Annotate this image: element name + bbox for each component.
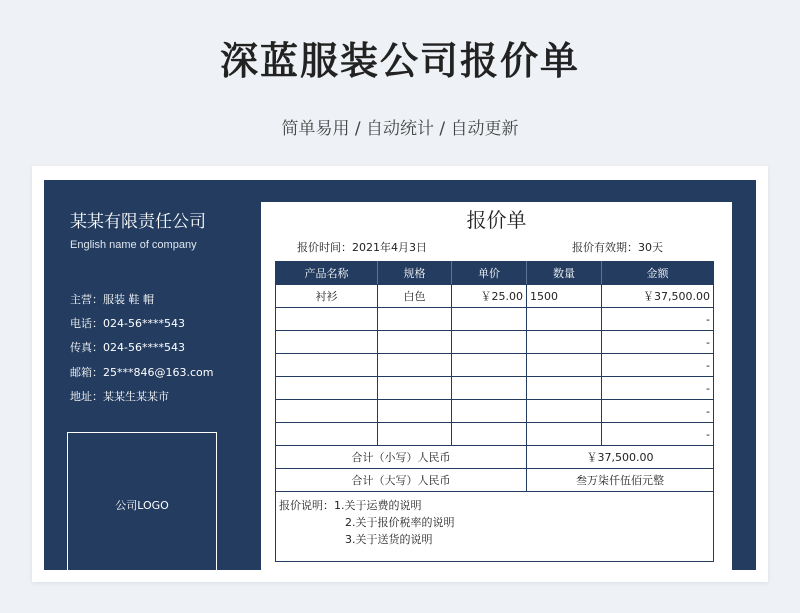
- quote-document: [44, 180, 756, 570]
- column-header: 产品名称: [276, 262, 378, 285]
- cell-product[interactable]: [276, 423, 378, 446]
- cell-product[interactable]: [276, 400, 378, 423]
- column-header: 规格: [378, 262, 452, 285]
- cell-price[interactable]: [452, 377, 527, 400]
- company-name: 某某有限责任公司: [70, 212, 206, 232]
- table-row: [276, 308, 714, 331]
- cell-product[interactable]: [276, 331, 378, 354]
- page-title: 深蓝服装公司报价单: [219, 39, 580, 83]
- cell-quantity[interactable]: [527, 377, 602, 400]
- cell-price[interactable]: [452, 354, 527, 377]
- quote-date: 报价时间：2021年4月3日: [297, 241, 427, 254]
- column-header: 数量: [527, 262, 602, 285]
- cell-quantity[interactable]: [527, 423, 602, 446]
- cell-quantity[interactable]: [527, 308, 602, 331]
- cell-price[interactable]: ￥25.00: [452, 285, 527, 308]
- cell-product[interactable]: [276, 354, 378, 377]
- cell-spec[interactable]: [378, 354, 452, 377]
- table-row: [276, 354, 714, 377]
- cell-spec[interactable]: [378, 423, 452, 446]
- company-logo-placeholder: [67, 432, 217, 570]
- total-big-row: [276, 469, 714, 492]
- total-small-row: [276, 446, 714, 469]
- company-business: 主营：服装 鞋 帽: [70, 293, 154, 306]
- quote-notes: [276, 492, 714, 562]
- notes-line-1: [279, 497, 710, 514]
- notes-row: [276, 492, 714, 562]
- cell-spec[interactable]: [378, 400, 452, 423]
- cell-spec[interactable]: 白色: [378, 285, 452, 308]
- column-header: 单价: [452, 262, 527, 285]
- total-small-value: ￥37,500.00: [527, 446, 714, 469]
- note-item: 3.关于送货的说明: [345, 533, 433, 546]
- cell-quantity[interactable]: [527, 331, 602, 354]
- cell-product[interactable]: [276, 308, 378, 331]
- cell-spec[interactable]: [378, 331, 452, 354]
- page-subtitle: 简单易用 / 自动统计 / 自动更新: [281, 119, 519, 139]
- cell-amount: ￥37,500.00: [602, 285, 714, 308]
- cell-quantity[interactable]: [527, 400, 602, 423]
- company-phone: 电话：024-56****543: [70, 317, 185, 330]
- total-big-label: 合计（大写）人民币: [276, 469, 527, 492]
- quote-table: [275, 261, 714, 562]
- cell-quantity[interactable]: [527, 354, 602, 377]
- cell-spec[interactable]: [378, 308, 452, 331]
- quote-title: 报价单: [466, 208, 527, 232]
- company-name-en: English name of company: [70, 239, 197, 251]
- company-address: 地址：某某生某某市: [70, 390, 169, 403]
- table-row: [276, 331, 714, 354]
- table-row: [276, 423, 714, 446]
- cell-product[interactable]: 衬衫: [276, 285, 378, 308]
- cell-price[interactable]: [452, 308, 527, 331]
- total-small-label: 合计（小写）人民币: [276, 446, 527, 469]
- cell-amount: -: [602, 331, 714, 354]
- company-fax: 传真：024-56****543: [70, 341, 185, 354]
- quote-validity: 报价有效期：30天: [572, 241, 663, 254]
- cell-price[interactable]: [452, 400, 527, 423]
- table-header-row: [276, 262, 714, 285]
- table-row: [276, 400, 714, 423]
- cell-amount: -: [602, 423, 714, 446]
- total-big-value: 叁万柒仟伍佰元整: [527, 469, 714, 492]
- cell-price[interactable]: [452, 331, 527, 354]
- quote-sheet: [261, 202, 732, 570]
- cell-amount: -: [602, 308, 714, 331]
- column-header: 金额: [602, 262, 714, 285]
- note-item: 2.关于报价税率的说明: [345, 516, 455, 529]
- cell-quantity[interactable]: 1500: [527, 285, 602, 308]
- logo-label: 公司LOGO: [115, 499, 169, 512]
- cell-product[interactable]: [276, 377, 378, 400]
- cell-amount: -: [602, 377, 714, 400]
- company-email: 邮箱：25***846@163.com: [70, 366, 214, 379]
- notes-prefix: 报价说明：: [279, 499, 334, 512]
- table-row: [276, 285, 714, 308]
- cell-price[interactable]: [452, 423, 527, 446]
- cell-amount: -: [602, 400, 714, 423]
- note-item: 1.关于运费的说明: [334, 499, 422, 512]
- cell-amount: -: [602, 354, 714, 377]
- cell-spec[interactable]: [378, 377, 452, 400]
- table-row: [276, 377, 714, 400]
